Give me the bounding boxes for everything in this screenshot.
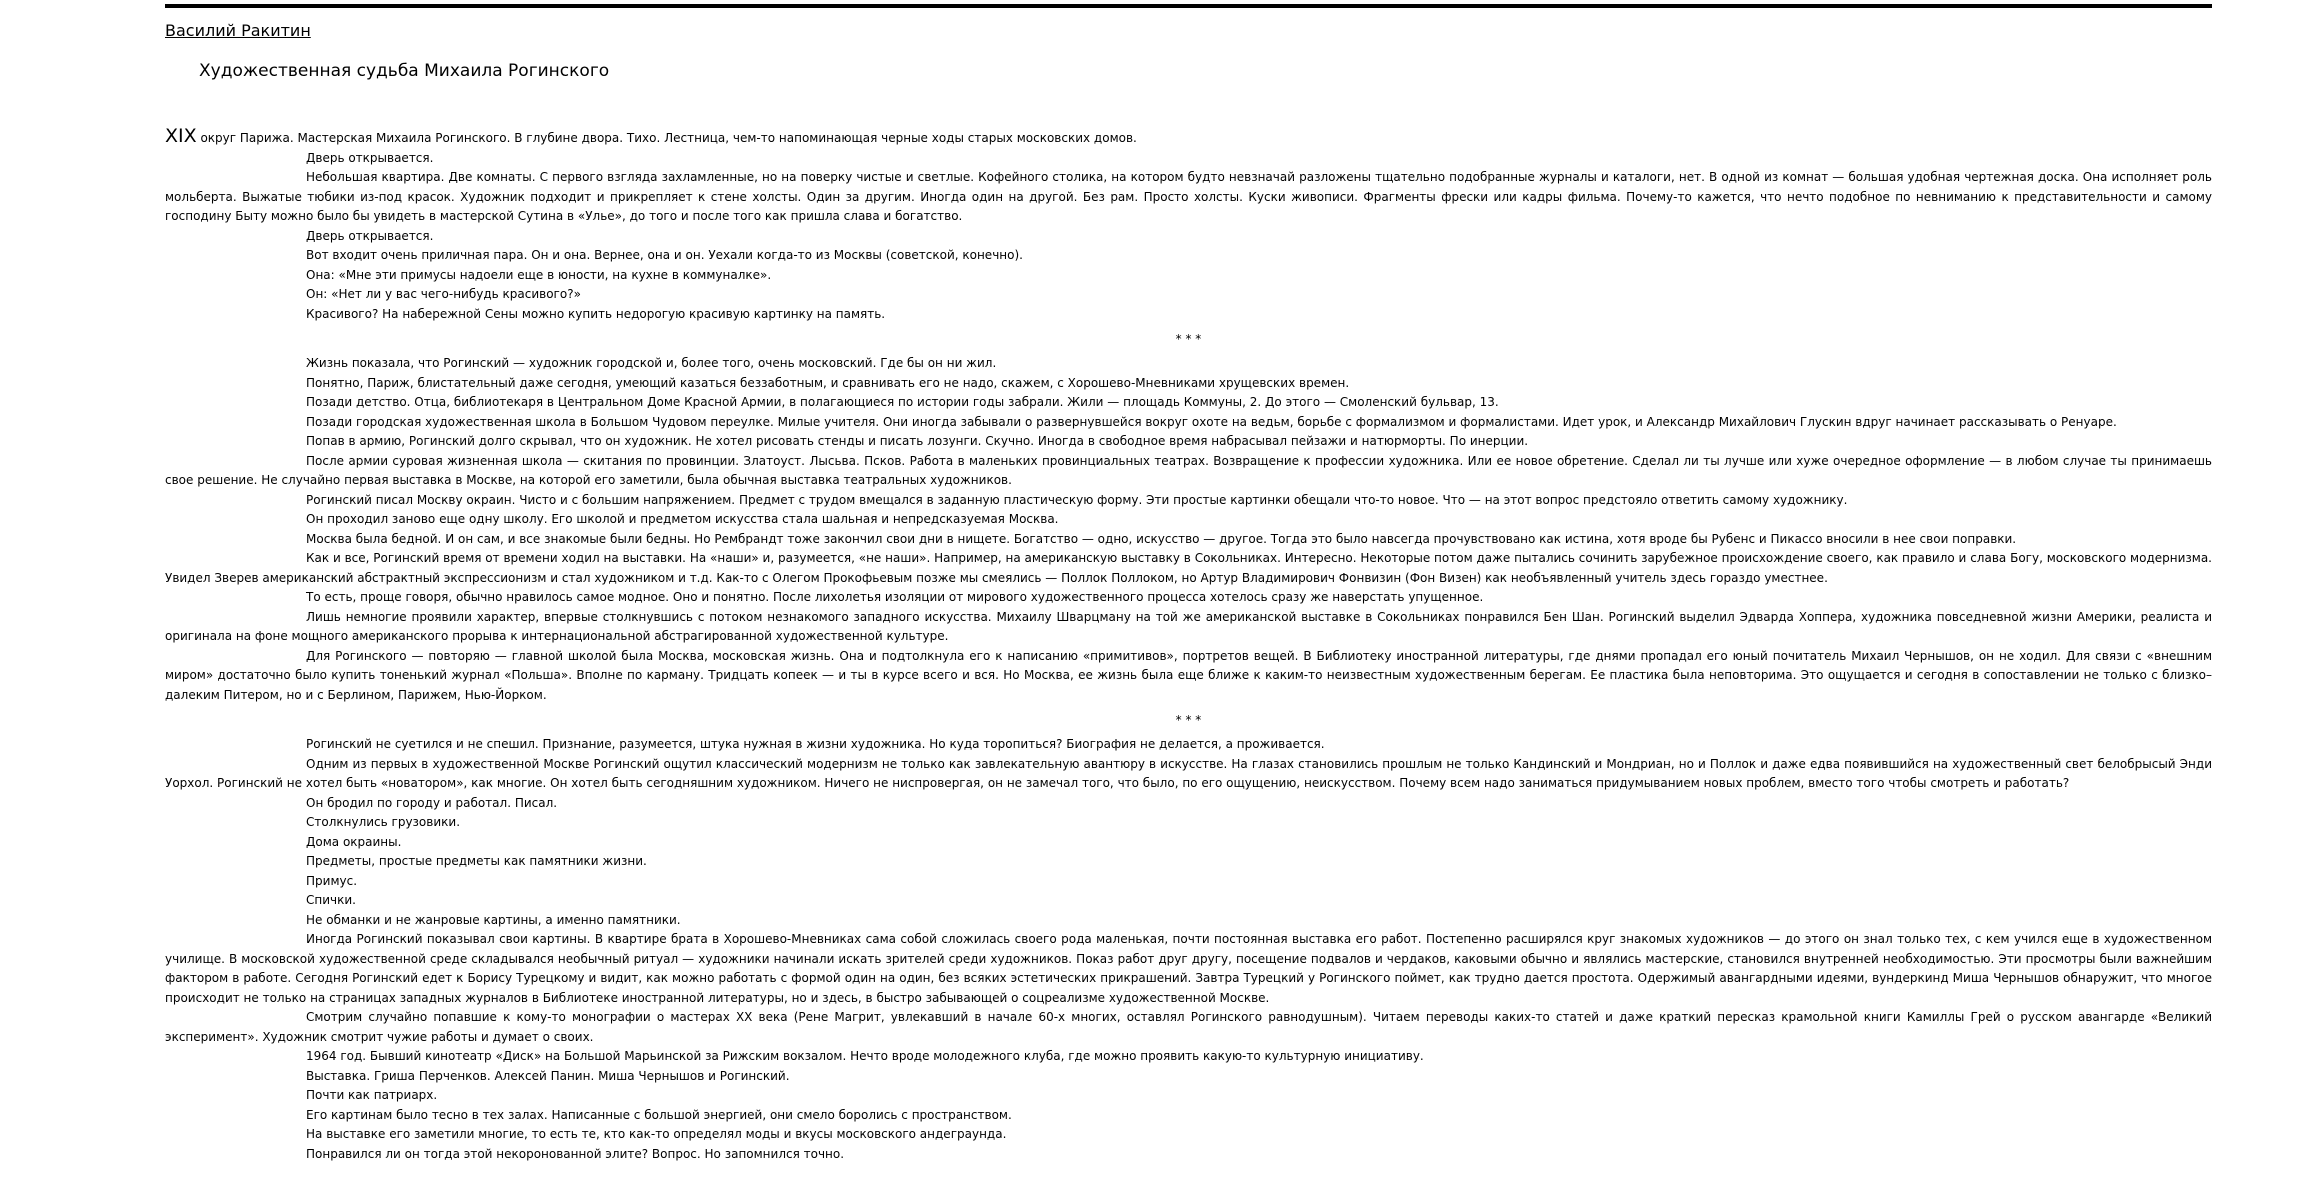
dropcap: XIX (165, 125, 197, 147)
paragraph: Небольшая квартира. Две комнаты. С первого взгляда захламленные, но на поверку чистые и светлые. Кофейного столика, на котором будто невзначай разложены тщательно подобранные журналы и каталоги, нет. В одной из комнат — большая удобная чертежная доска. Она исполняет роль мольберта. Выжатые тюбики из-под красок. Художник подходит и прикрепляет к стене холсты. Один за другим. Иногда один на другой. Без рам. Просто холсты. Куски живописи. Фрагменты фрески или кадры фильма. Почему-то кажется, что нечто подобное по невниманию к представительности и самому господину Быту можно было бы увидеть в мастерской Сутина в «Улье», до того и после того как пришла слава и богатство. (165, 170, 2212, 223)
paragraph: Дверь открывается. (306, 150, 434, 165)
paragraph: Спички. (306, 893, 356, 907)
paragraph: 1964 год. Бывший кинотеатр «Диск» на Большой Марьинской за Рижским вокзалом. Нечто вроде молодежного клуба, где можно проявить какую-то культурную инициативу. (306, 1049, 1424, 1063)
article-body (165, 125, 2212, 1164)
paragraph: Вот входит очень приличная пара. Он и она. Вернее, она и он. Уехали когда-то из Москвы (советской, конечно). (306, 248, 1023, 262)
paragraph: Он проходил заново еще одну школу. Его школой и предметом искусства стала шальная и непредсказуемая Москва. (306, 512, 1059, 526)
paragraph: Выставка. Гриша Перченков. Алексей Панин. Миша Чернышов и Рогинский. (306, 1068, 790, 1083)
section-2 (165, 354, 2212, 705)
paragraph: Понятно, Париж, блистательный даже сегодня, умеющий казаться беззаботным, и сравнивать его не надо, скажем, с Хорошево-Мневниками хрущевских времен. (306, 375, 1350, 390)
paragraph: Рогинский не суетился и не спешил. Признание, разумеется, штука нужная в жизни художника. Но куда торопиться? Биография не делается, а проживается. (306, 737, 1325, 751)
section-1 (165, 149, 2212, 325)
paragraph: Дома окраины. (306, 834, 402, 849)
paragraph: То есть, проще говоря, обычно нравилось самое модное. Оно и понятно. После лихолетья изоляции от мирового художественного процесса хотелось сразу же наверстать упущенное. (306, 590, 1484, 604)
paragraph: Дверь открывается. (306, 228, 434, 243)
paragraph: Понравился ли он тогда этой некоронованной элите? Вопрос. Но запомнился точно. (306, 1146, 845, 1161)
paragraph: Его картинам было тесно в тех залах. Написанные с большой энергией, они смело боролись с пространством. (306, 1107, 1012, 1122)
paragraph: Москва была бедной. И он сам, и все знакомые были бедны. Но Рембрандт тоже закончил свои дни в нищете. Богатство — одно, искусство — другое. Тогда это было навсегда прочувствовано как истина, хотя вроде бы Рубенс и Пикассо вносили в нее свои поправки. (306, 531, 2017, 546)
section-3 (165, 735, 2212, 1164)
paragraph: На выставке его заметили многие, то есть те, кто как-то определял моды и вкусы московского андеграунда. (306, 1127, 1007, 1141)
top-rule (165, 4, 2212, 8)
paragraph: Попав в армию, Рогинский долго скрывал, что он художник. Не хотел рисовать стенды и писать лозунги. Скучно. Иногда в свободное время набрасывал пейзажи и натюрморты. По инерции. (306, 434, 1529, 448)
article-title: Художественная судьба Михаила Рогинского (199, 61, 610, 81)
paragraph: Позади городская художественная школа в Большом Чудовом переулке. Милые учителя. Они иногда забывали о развернувшейся вокруг охоте на ведьм, борьбе с формализмом и формалистами. Идет урок, и Александр Михайлович Глускин вдруг начинает рассказывать о Ренуаре. (306, 414, 2117, 429)
author-link[interactable]: Василий Ракитин (165, 21, 311, 40)
paragraph: Лишь немногие проявили характер, впервые столкнувшись с потоком незнакомого западного искусства. Михаилу Шварцману на той же американской выставке в Сокольниках понравился Бен Шан. Рогинский выделил Эдварда Хоппера, художника повседневной жизни Америки, реалиста и оригинала на фоне мощного американского прорыва к интернациональной абстрагированной художественной культуре. (165, 609, 2212, 643)
paragraph: Позади детство. Отца, библиотекаря в Центральном Доме Красной Армии, в полагающиеся по истории годы забрали. Жили — площадь Коммуны, 2. До этого — Смоленский бульвар, 13. (306, 395, 1499, 409)
paragraph: Она: «Мне эти примусы надоели еще в юности, на кухне в коммуналке». (306, 267, 772, 282)
lead-text: округ Парижа. Мастерская Михаила Рогинского. В глубине двора. Тихо. Лестница, чем-то напоминающая черные ходы старых московских домов. (196, 131, 1137, 145)
paragraph: После армии суровая жизненная школа — скитания по провинции. Златоуст. Лысьва. Псков. Работа в маленьких провинциальных театрах. Возвращение к профессии художника. Или ее новое обретение. Сделал ли ты лучше или хуже очередное оформление — в любом случае ты принимаешь свое решение. Не случайно первая выставка в Москве, на которой его заметили, была обычная выставка театральных художников. (165, 453, 2212, 487)
section-separator: * * * (1175, 713, 1202, 727)
paragraph: Почти как патриарх. (306, 1088, 438, 1102)
paragraph: Примус. (306, 873, 358, 888)
paragraph: Не обманки и не жанровые картины, а именно памятники. (306, 912, 681, 927)
paragraph: Как и все, Рогинский время от времени ходил на выставки. На «наши» и, разумеется, «не наши». Например, на американскую выставку в Сокольниках. Интересно. Некоторые потом даже пытались сочинить зарубежное происхождение своего, как правило и слава Богу, московского модернизма. Увидел Зверев американский абстрактный экспрессионизм и стал художником и т.д. Как-то с Олегом Прокофьевым позже мы смеялись — Поллок Поллоком, но Артур Владимирович Фонвизин (Фон Визен) как необъявленный учитель здесь гораздо уместнее. (165, 551, 2212, 585)
lead-paragraph (165, 125, 2212, 149)
paragraph: Для Рогинского — повторяю — главной школой была Москва, московская жизнь. Она и подтолкнула его к написанию «примитивов», портретов вещей. В Библиотеку иностранной литературы, где днями пропадал его юный почитатель Михаил Чернышов, он не ходил. Для связи с «внешним миром» достаточно было купить тоненький журнал «Польша». Вполне по карману. Тридцать копеек — и ты в курсе всего и вся. Но Москва, ее жизнь была еще ближе к каким-то неизвестным художественным берегам. Ее пластика была неповторима. Это ощущается и сегодня в сопоставлении не только с близко–далеким Питером, но и с Берлином, Парижем, Нью-Йорком. (165, 648, 2212, 702)
paragraph: Рогинский писал Москву окраин. Чисто и с большим напряжением. Предмет с трудом вмещался в заданную пластическую форму. Эти простые картинки обещали что-то новое. Что — на этот вопрос предстояло ответить самому художнику. (306, 492, 1848, 507)
paragraph: Жизнь показала, что Рогинский — художник городской и, более того, очень московский. Где бы он ни жил. (306, 356, 997, 370)
paragraph: Он бродил по городу и работал. Писал. (306, 795, 558, 810)
paragraph: Столкнулись грузовики. (306, 815, 461, 829)
paragraph: Красивого? На набережной Сены можно купить недорогую красивую картинку на память. (306, 306, 886, 321)
section-separator: * * * (1175, 332, 1202, 346)
paragraph: Он: «Нет ли у вас чего-нибудь красивого?» (306, 287, 581, 301)
paragraph: Одним из первых в художественной Москве Рогинский ощутил классический модернизм не только как завлекательную авантюру в искусстве. На глазах становились прошлым не только Кандинский и Мондриан, но и Поллок и даже едва появившийся на художественный свет белобрысый Энди Уорхол. Рогинский не хотел быть «новатором», как многие. Он хотел быть сегодняшним художником. Ничего не ниспровергая, он не замечал того, что было, по его ощущению, неискусством. Почему всем надо заниматься придумыванием новых проблем, вместо того чтобы смотреть и работать? (165, 756, 2212, 790)
paragraph: Смотрим случайно попавшие к кому-то монографии о мастерах XX века (Рене Магрит, увлекавший в начале 60-х многих, оставлял Рогинского равнодушным). Читаем переводы каких-то статей и даже краткий пересказ крамольной книги Камиллы Грей о русском авангарде «Великий эксперимент». Художник смотрит чужие работы и думает о своих. (165, 1010, 2212, 1044)
paragraph: Иногда Рогинский показывал свои картины. В квартире брата в Хорошево-Мневниках сама собой сложилась своего рода маленькая, почти постоянная выставка его работ. Постепенно расширялся круг знакомых художников — до этого он знал только тех, с кем учился еще в художественном училище. В московской художественной среде складывался необычный ритуал — художники начинали искать зрителей среди художников. Показ работ друг другу, посещение подвалов и чердаков, каковыми обычно и являлись мастерские, становился внутренней необходимостью. Эти просмотры были важнейшим фактором в работе. Сегодня Рогинский едет к Борису Турецкому и видит, как можно работать с формой один на один, без всяких эстетических прикрашений. Завтра Турецкий у Рогинского поймет, как трудно дается простота. Одержимый авангардными идеями, вундеркинд Миша Чернышов обнаружит, что многое происходит не только на страницах западных журналов в Библиотеке иностранной литературы, но и здесь, в быстро забывающей о соцреализме художественной Москве. (165, 932, 2212, 1005)
paragraph: Предметы, простые предметы как памятники жизни. (306, 854, 647, 868)
